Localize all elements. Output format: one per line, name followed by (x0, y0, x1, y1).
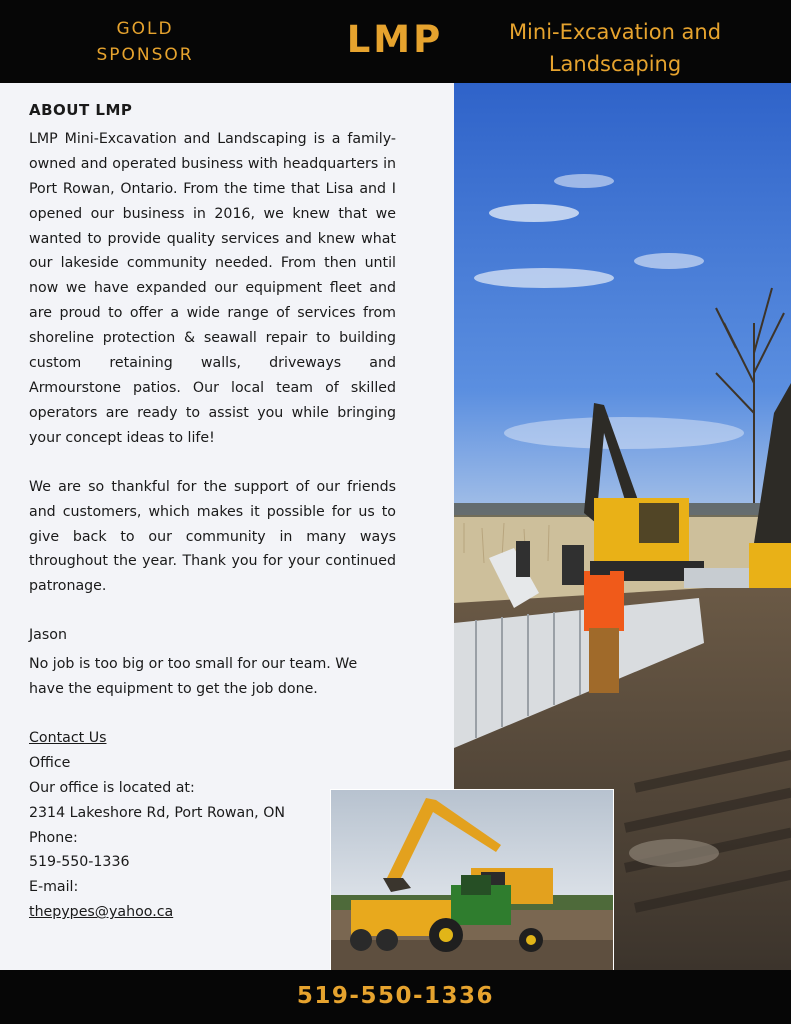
footer-phone-number[interactable]: 519-550-1336 (296, 983, 495, 1009)
gold-sponsor-label (70, 16, 220, 68)
company-name (480, 16, 750, 80)
phone-label: Phone: (29, 829, 78, 846)
email-label: E-mail: (29, 879, 79, 896)
sponsor-line-1: GOLD (116, 19, 174, 39)
sponsor-line-2: SPONSOR (96, 45, 194, 65)
company-name-line-1: Mini-Excavation and (508, 20, 722, 44)
office-label: Office (29, 754, 71, 771)
footer-bar (0, 970, 791, 1024)
brand-logo-text: LMP (346, 18, 444, 61)
equipment-inset-photo (330, 789, 614, 972)
phone-number: 519-550-1336 (29, 854, 130, 871)
address: 2314 Lakeshore Rd, Port Rowan, ON (29, 804, 285, 821)
about-title: ABOUT LMP (29, 101, 133, 119)
about-paragraph-2: We are so thankful for the support of our friends and customers, which makes it possible for us to give back to our community in many ways throughout the year. Thank you for your continued patronage. (29, 478, 396, 595)
location-label: Our office is located at: (29, 779, 195, 796)
email-link[interactable]: thepypes@yahoo.ca (29, 904, 174, 921)
tagline: No job is too big or too small for our team. We have the equipment to get the job done. (29, 656, 358, 698)
signature: Jason (29, 627, 67, 644)
about-paragraph-1: LMP Mini-Excavation and Landscaping is a family-owned and operated business with headquarters in Port Rowan, Ontario. From the time that Lisa and I opened our business in 2016, we knew that we wanted to provide quality services and knew what our lakeside community needed. From then until now we have expanded our equipment fleet and are proud to offer a wide range of services from shoreline protection & seawall repair to building custom retaining walls, driveways and Armourstone patios. Our local team of skilled operators are ready to assist you while bringing your concept ideas to life! (29, 130, 396, 446)
company-name-line-2: Landscaping (548, 52, 682, 76)
header-bar (0, 0, 791, 83)
contact-heading: Contact Us (29, 729, 107, 746)
